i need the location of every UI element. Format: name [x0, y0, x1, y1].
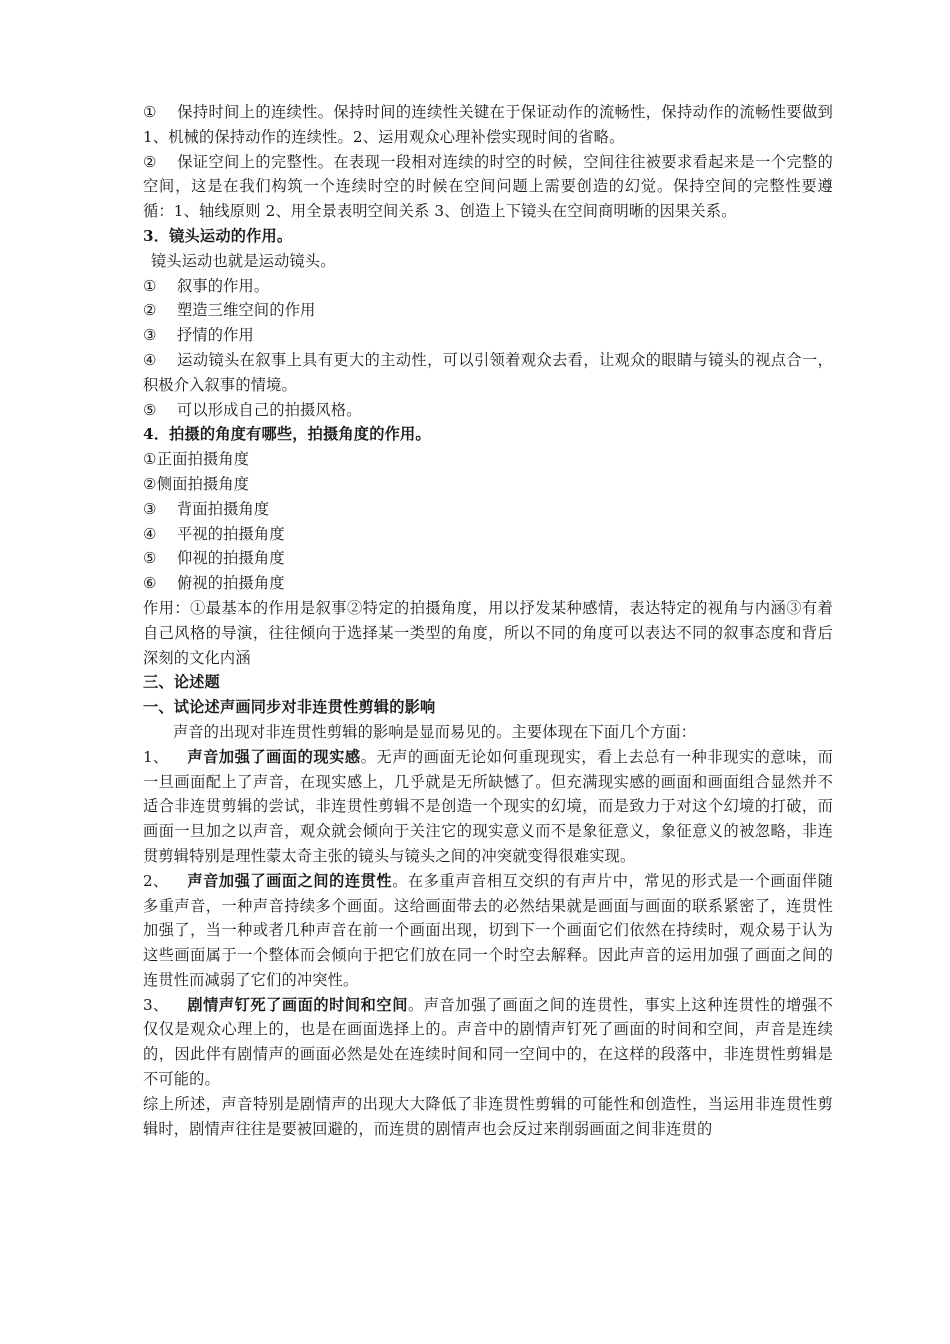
- list-item: [143, 323, 833, 348]
- point-text: 。在多重声音相互交织的有声片中，常见的形式是一个画面伴随多重声音，一种声音持续多个画面。这给画面带去的必然结果就是画面与画面的联系紧密了，连贯性加强了，当一种或者几种声音在前一个画面出现，切到下一个画面它们依然在持续时，观众易于认为这些画面属于一个整体而会倾向于把它们放在同一个时空去解释。因此声音的运用加强了画面之间的连贯性而减弱了它们的冲突性。: [143, 871, 833, 989]
- list-item: [143, 398, 833, 423]
- point-bold: 声音加强了画面的现实感: [187, 747, 361, 766]
- item-text: 保持时间上的连续性。保持时间的连续性关键在于保证动作的流畅性，保持动作的流畅性要做到 1、机械的保持动作的连续性。2、运用观众心理补偿实现时间的省略。: [143, 103, 833, 146]
- item-number: ④: [143, 524, 157, 543]
- item-number: ③: [143, 499, 157, 518]
- list-item: [143, 522, 833, 547]
- item-number: ③: [143, 326, 157, 345]
- item-number: ②: [143, 152, 157, 171]
- item-number: ①: [143, 103, 157, 121]
- paragraph: 综上所述，声音特别是剧情声的出现大大降低了非连贯性剪辑的可能性和创造性，当运用非连贯性剪辑时，剧情声往往是要被回避的，而连贯的剧情声也会反过来削弱画面之间非连贯的: [143, 1094, 833, 1138]
- list-item: [143, 298, 833, 323]
- item-text: 平视的拍摄角度: [177, 524, 285, 543]
- point-bold: 声音加强了画面之间的连贯性: [187, 871, 393, 890]
- list-item: [143, 274, 833, 299]
- item-text: 可以形成自己的拍摄风格。: [177, 400, 362, 419]
- item-text: 俯视的拍摄角度: [177, 574, 285, 593]
- paragraph: 镜头运动也就是运动镜头。: [151, 251, 336, 270]
- item-text: 保证空间上的完整性。在表现一段相对连续的时空的时候，空间往往被要求看起来是一个完整的空间，这是在我们构筑一个连续时空的时候在空间问题上需要创造的幻觉。保持空间的完整性要遵循：1、轴线原则 2、用全景表明空间关系 3、创造上下镜头在空间商明晰的因果关系。: [143, 152, 833, 221]
- list-item: [143, 348, 833, 398]
- list-item: [143, 100, 833, 150]
- item-number: ⑥: [143, 574, 157, 593]
- point-text: 。无声的画面无论如何重现现实，看上去总有一种非现实的意味，而一旦画面配上了声音，在现实感上，几乎就是无所缺憾了。但充满现实感的画面和画面组合显然并不适合非连贯剪辑的尝试，非连贯性剪辑不是创造一个现实的幻境，而是致力于对这个幻境的打破，而画面一旦加之以声音，观众就会倾向于关注它的现实意义而不是象征意义，象征意义的被忽略，非连贯剪辑特别是理性蒙太奇主张的镜头与镜头之间的冲突就变得很难实现。: [143, 747, 833, 865]
- item-text: 抒情的作用: [177, 326, 254, 345]
- numbered-point: [143, 869, 833, 993]
- item-number: ⑤: [143, 549, 157, 568]
- item-number: ②: [143, 474, 157, 493]
- document-page: [143, 100, 833, 1141]
- item-number: ①: [143, 276, 157, 295]
- item-text: 运动镜头在叙事上具有更大的主动性，可以引领着观众去看，让观众的眼睛与镜头的视点合一，积极介入叙事的情境。: [143, 350, 833, 394]
- list-item: [143, 497, 833, 522]
- point-number: 1、: [143, 747, 169, 766]
- item-number: ⑤: [143, 400, 157, 419]
- list-item: [143, 472, 833, 497]
- list-item: [143, 447, 833, 472]
- section-heading: 3．镜头运动的作用。: [143, 226, 293, 245]
- list-item: [143, 546, 833, 571]
- item-number: ④: [143, 350, 157, 369]
- question-heading: 一、试论述声画同步对非连贯性剪辑的影响: [143, 698, 436, 717]
- item-text: 仰视的拍摄角度: [177, 549, 285, 568]
- point-number: 3、: [143, 995, 169, 1014]
- item-number: ②: [143, 301, 157, 320]
- part-heading: 三、论述题: [143, 673, 220, 692]
- point-number: 2、: [143, 871, 169, 890]
- item-text: 叙事的作用。: [177, 276, 270, 295]
- section-heading: 4．拍摄的角度有哪些，拍摄角度的作用。: [143, 425, 431, 444]
- item-text: 背面拍摄角度: [177, 499, 270, 518]
- paragraph: 作用：①最基本的作用是叙事②特定的拍摄角度，用以抒发某种感情，表达特定的视角与内涵③有着自己风格的导演，往往倾向于选择某一类型的角度，所以不同的角度可以表达不同的叙事态度和背后深刻的文化内涵: [143, 598, 833, 667]
- item-text: 侧面拍摄角度: [156, 474, 250, 493]
- numbered-point: [143, 745, 833, 869]
- point-bold: 剧情声钉死了画面的时间和空间: [187, 995, 408, 1014]
- paragraph: 声音的出现对非连贯性剪辑的影响是显而易见的。主要体现在下面几个方面：: [173, 722, 697, 741]
- point-text: 。声音加强了画面之间的连贯性，事实上这种连贯性的增强不仅仅是观众心理上的，也是在画面选择上的。声音中的剧情声钉死了画面的时间和空间，声音是连续的，因此伴有剧情声的画面必然是处在连续时间和同一空间中的，在这样的段落中，非连贯性剪辑是不可能的。: [143, 995, 833, 1089]
- item-text: 正面拍摄角度: [156, 450, 250, 469]
- list-item: [143, 571, 833, 596]
- list-item: [143, 150, 833, 224]
- item-text: 塑造三维空间的作用: [177, 301, 316, 320]
- numbered-point: [143, 993, 833, 1092]
- item-number: ①: [143, 450, 157, 469]
